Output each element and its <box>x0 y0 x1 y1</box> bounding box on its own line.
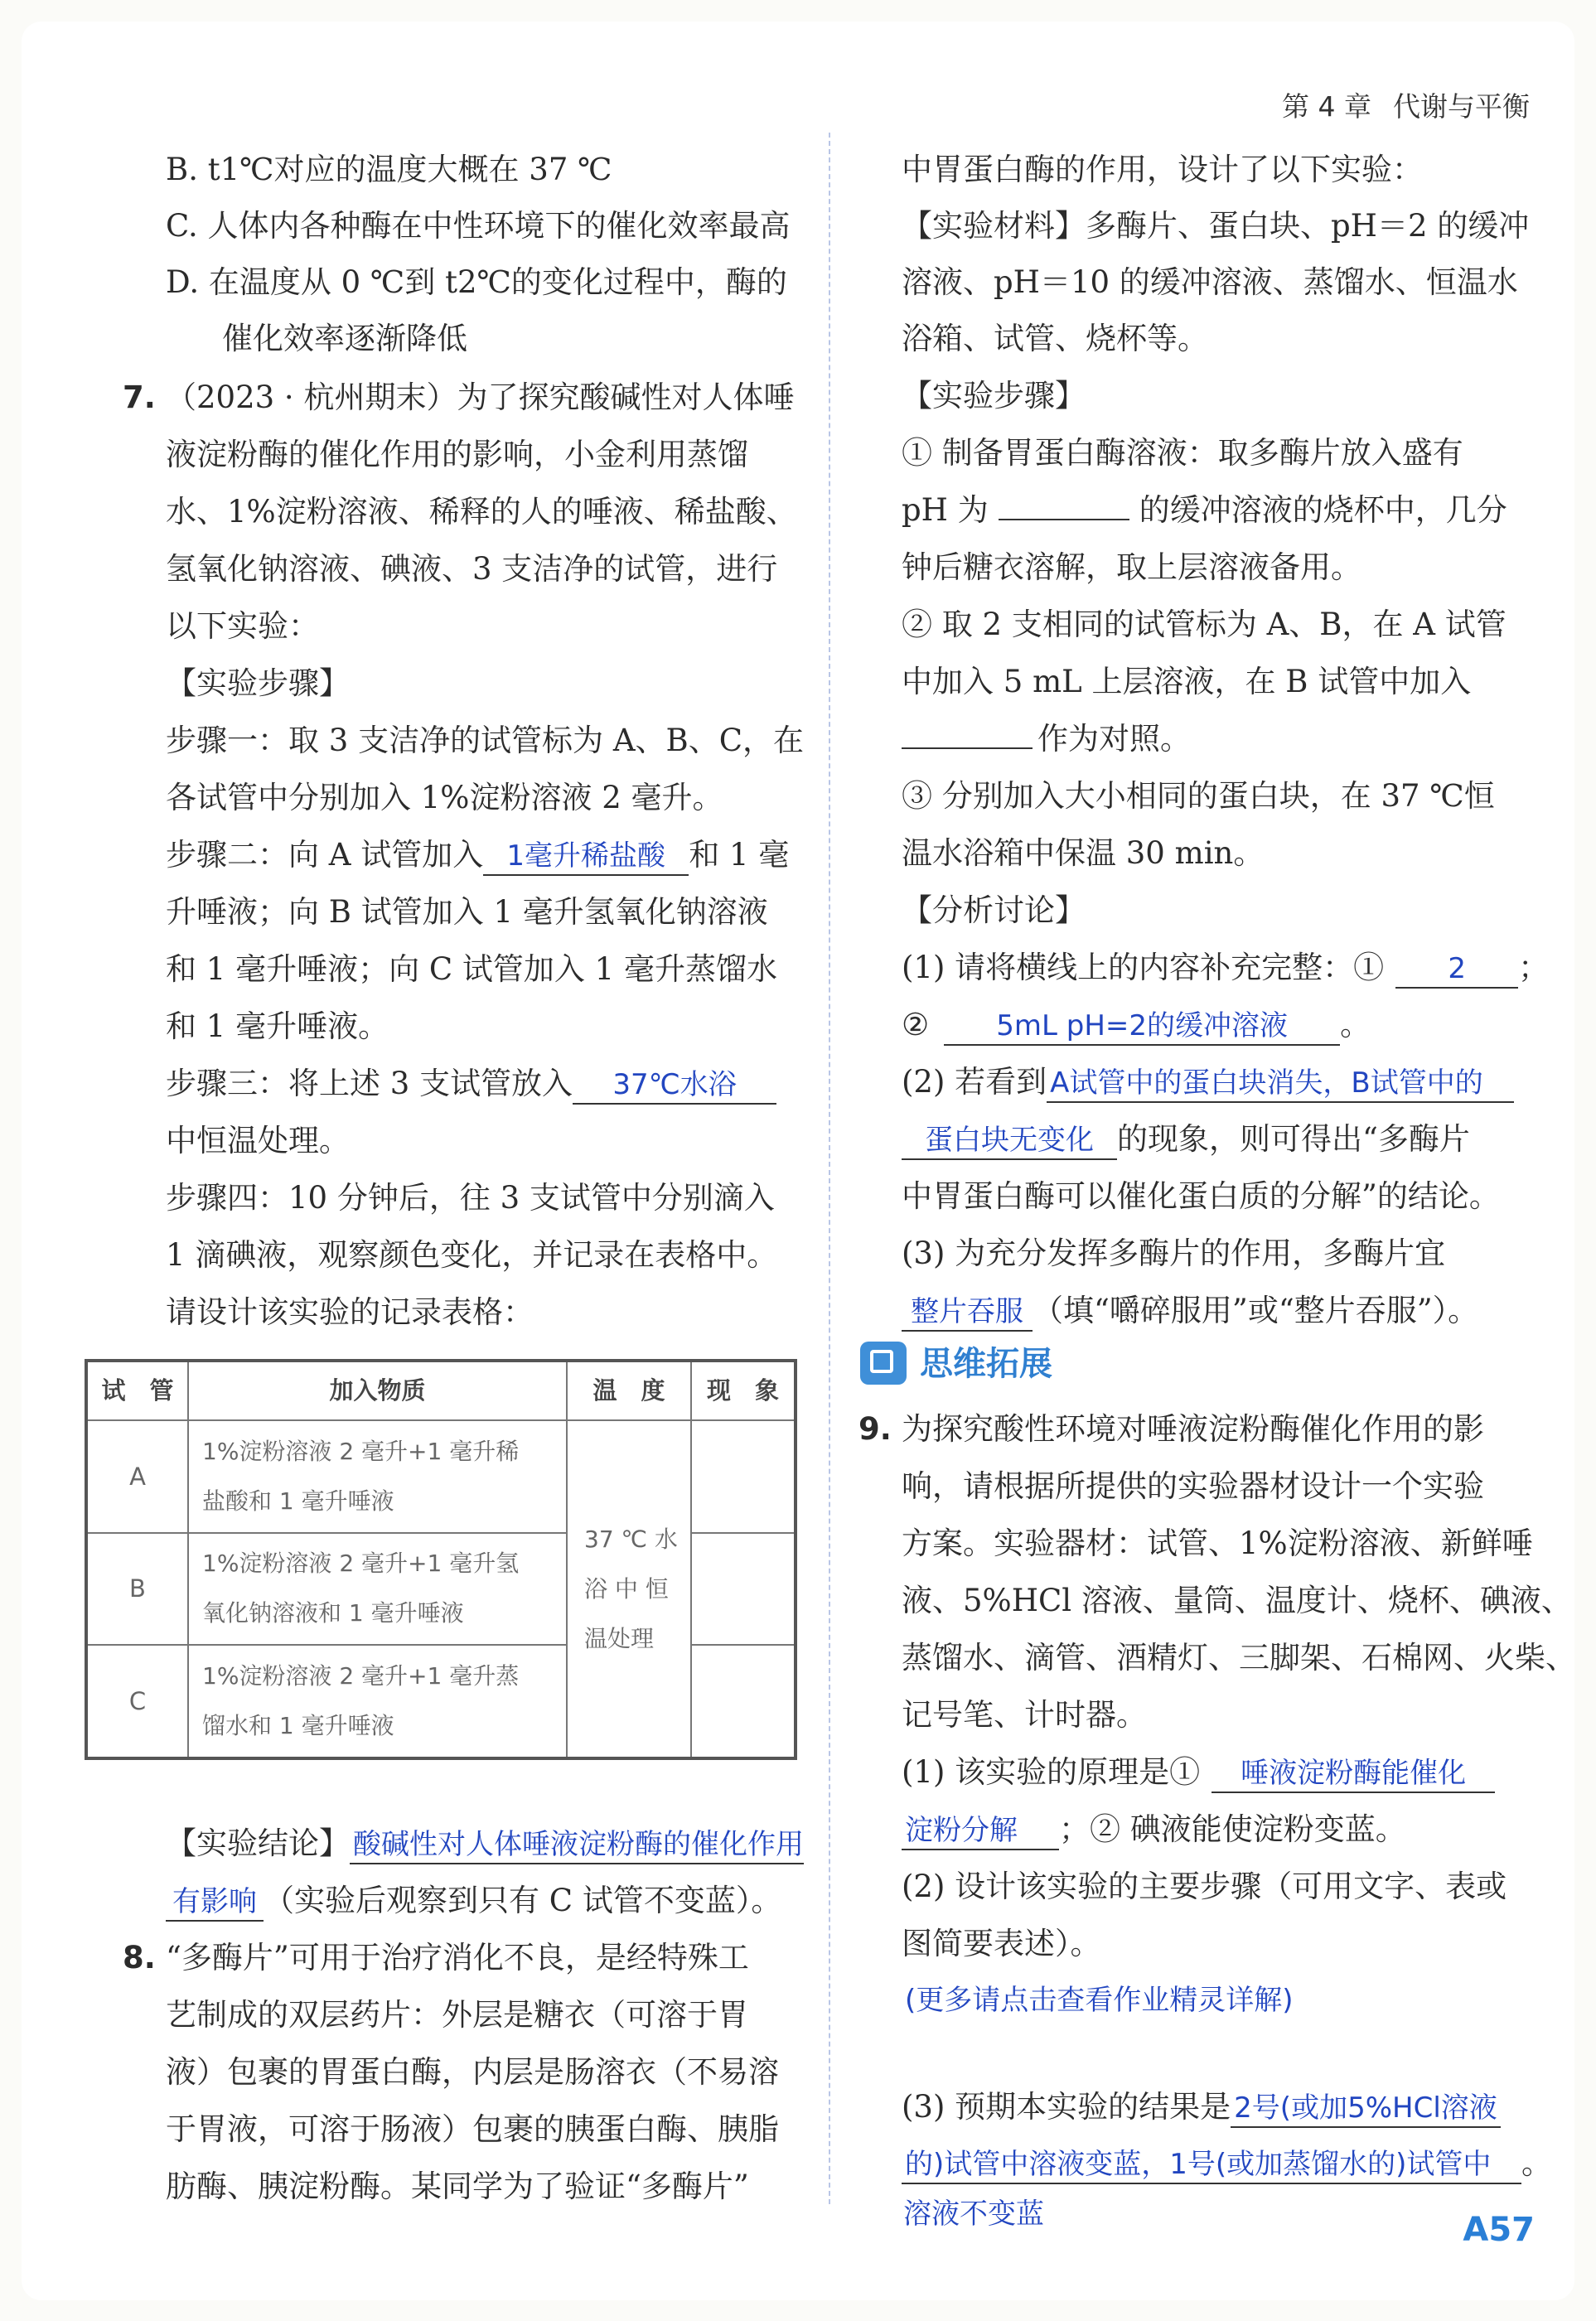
chapter-title: 代谢与平衡 <box>1393 90 1530 123</box>
q8-analysis-2-answer-cont: 蛋白块无变化 <box>925 1124 1094 1157</box>
q7-text: 液淀粉酶的催化作用的影响，小金利用蒸馏 <box>166 437 748 472</box>
q8-step3-cont: 温水浴箱中保温 30 min。 <box>902 835 1265 871</box>
q8-analysis-3-blank <box>902 1293 1033 1332</box>
material-line: 盐酸和 1 毫升唾液 <box>202 1487 394 1515</box>
view-more-link[interactable]: (更多请点击查看作业精灵详解) <box>905 1984 1294 2017</box>
q7-conclusion-answer: 酸碱性对人体唾液淀粉酶的催化作用 <box>353 1828 804 1861</box>
q9-part2: (2) 设计该实验的主要步骤（可用文字、表或 <box>902 1869 1507 1904</box>
material-line: 1%淀粉溶液 2 毫升+1 毫升氢 <box>202 1550 520 1578</box>
q8-analysis-3-text-end: （填“嚼碎服用”或“整片吞服”）。 <box>1033 1293 1479 1328</box>
q7-text: （2023 · 杭州期末）为了探究酸碱性对人体唾 <box>166 380 795 415</box>
q9-part1-answer: 唾液淀粉酶能催化 <box>1241 1757 1467 1790</box>
material-line: 1%淀粉溶液 2 毫升+1 毫升稀 <box>202 1437 520 1465</box>
q8-analysis-2 <box>902 1053 1514 1110</box>
q9-text: 记号笔、计时器。 <box>902 1697 1147 1733</box>
q7-design-prompt: 请设计该实验的记录表格： <box>166 1294 534 1330</box>
q9-part3-answer-cont: 的)试管中溶液变蓝，1号(或加蒸馏水的)试管中 <box>905 2148 1492 2181</box>
q7-step4: 步骤四：10 分钟后，往 3 支试管中分别滴入 <box>166 1180 775 1216</box>
q9-text: 为探究酸性环境对唾液淀粉酶催化作用的影 <box>902 1411 1484 1447</box>
q8-analysis-2-blank <box>1047 1064 1514 1103</box>
q9-part3-punct: 。 <box>1521 2145 1552 2181</box>
q7-step1-cont: 各试管中分别加入 1%淀粉溶液 2 毫升。 <box>166 780 723 815</box>
q7-step2-cont: 和 1 毫升唾液。 <box>166 1008 389 1044</box>
q9-part3-text: (3) 预期本实验的结果是 <box>902 2089 1231 2125</box>
q7-text: 以下实验： <box>166 608 319 644</box>
q8-step2-text-end: 作为对照。 <box>1037 721 1191 757</box>
q8-step3: ③ 分别加入大小相同的蛋白块，在 37 ℃恒 <box>902 778 1495 814</box>
chapter-number: 第 4 章 <box>1282 90 1371 123</box>
page-number: A57 <box>1463 2211 1535 2249</box>
q7-step3-answer: 37℃水浴 <box>612 1068 737 1101</box>
q9-part2-cont: 图简要表述）。 <box>902 1926 1101 1961</box>
q9-part1-blank <box>902 1811 1059 1850</box>
q8-analysis-2-answer: A试管中的蛋白块消失，B试管中的 <box>1050 1066 1483 1100</box>
q7-step2-text: 步骤二：向 A 试管加入 <box>166 837 484 873</box>
q9-part3-answer: 2号(或加5%HCl溶液 <box>1234 2091 1497 2125</box>
table-header-cell: 试 管 <box>86 1361 188 1420</box>
section-thinking-extension <box>860 1340 1059 1388</box>
q6-option-d: D. 在温度从 0 ℃到 t2℃的变化过程中，酶的 <box>166 264 787 300</box>
q8-analysis-1-text: (1) 请将横线上的内容补充完整：① <box>902 950 1385 985</box>
q8-analysis-1-punct: ； <box>1518 950 1550 985</box>
q8-step2: ② 取 2 支相同的试管标为 A、B，在 A 试管 <box>902 607 1507 642</box>
temperature-line: 37 ℃ 水 <box>584 1525 678 1553</box>
q9-part1-cont <box>902 1801 1406 1858</box>
q8-analysis-1b-text: ② <box>902 1007 930 1042</box>
q8-step1-cont <box>902 481 1507 539</box>
q8-analysis-1b-answer: 5mL pH=2的缓冲溶液 <box>996 1009 1289 1042</box>
q9-part3-blank <box>902 2145 1521 2184</box>
q7-step3-text: 步骤三：将上述 3 支试管放入 <box>166 1066 573 1101</box>
q8-text: 肪酶、胰淀粉酶。某同学为了验证“多酶片” <box>166 2169 749 2204</box>
q8-step1-blank <box>999 519 1129 520</box>
q7-number: 7. <box>123 380 156 415</box>
q8-analysis-heading: 【分析讨论】 <box>902 892 1086 928</box>
q9-part1 <box>902 1743 1495 1801</box>
q8-analysis-3-cont <box>902 1282 1478 1339</box>
q7-conclusion-label: 【实验结论】 <box>166 1825 350 1861</box>
material-line: 氧化钠溶液和 1 毫升唾液 <box>202 1599 464 1627</box>
temperature-line: 温处理 <box>584 1624 655 1652</box>
q7-step2-cont: 升唾液；向 B 试管加入 1 毫升氢氧化钠溶液 <box>166 894 768 930</box>
q9-part3-answer-end: 溶液不变蓝 <box>903 2198 1044 2231</box>
q8-text: 液）包裹的胃蛋白酶，内层是肠溶衣（不易溶 <box>166 2054 779 2090</box>
q9-part3 <box>902 2078 1501 2135</box>
q8-number: 8. <box>123 1940 156 1975</box>
q7-step2-cont: 和 1 毫升唾液；向 C 试管加入 1 毫升蒸馏水 <box>166 951 777 987</box>
temperature-line: 浴 中 恒 <box>584 1574 669 1603</box>
q8-materials: 【实验材料】多酶片、蛋白块、pH＝2 的缓冲 <box>902 208 1530 244</box>
q7-step4-cont: 1 滴碘液，观察颜色变化，并记录在表格中。 <box>166 1237 778 1273</box>
q7-step1: 步骤一：取 3 支洁净的试管标为 A、B、C，在 <box>166 723 805 758</box>
q8-analysis-3: (3) 为充分发挥多酶片的作用，多酶片宜 <box>902 1235 1446 1271</box>
q7-step3-cont: 中恒温处理。 <box>166 1123 350 1158</box>
material-line: 1%淀粉溶液 2 毫升+1 毫升蒸 <box>202 1662 520 1690</box>
q8-step1-text-end: 的缓冲溶液的烧杯中，几分 <box>1139 492 1507 528</box>
table-cell-tube: B <box>86 1533 188 1646</box>
q8-materials-cont: 浴箱、试管、烧杯等。 <box>902 321 1208 356</box>
q8-text-cont: 中胃蛋白酶的作用，设计了以下实验： <box>902 152 1423 187</box>
q7-step2-answer: 1毫升稀盐酸 <box>506 839 666 873</box>
q8-step2-blank <box>902 747 1033 749</box>
q9-text: 方案。实验器材：试管、1%淀粉溶液、新鲜唾 <box>902 1526 1533 1561</box>
q7-conclusion-note: （实验后观察到只有 C 试管不变蓝）。 <box>264 1883 782 1918</box>
q8-analysis-1 <box>902 939 1549 996</box>
table-header-cell: 现 象 <box>691 1361 796 1420</box>
q8-analysis-1-answer: 2 <box>1448 952 1466 985</box>
table-header-cell: 温 度 <box>567 1361 691 1420</box>
q8-analysis-2-blank <box>902 1121 1117 1160</box>
q9-text: 蒸馏水、滴管、酒精灯、三脚架、石棉网、火柴、 <box>902 1640 1576 1675</box>
q6-option-c: C. 人体内各种酶在中性环境下的催化效率最高 <box>166 208 791 244</box>
q7-text: 氢氧化钠溶液、碘液、3 支洁净的试管，进行 <box>166 551 778 587</box>
q8-step1: ① 制备胃蛋白酶溶液：取多酶片放入盛有 <box>902 435 1463 471</box>
q7-steps-heading: 【实验步骤】 <box>166 665 350 701</box>
q7-text: 水、1%淀粉溶液、稀释的人的唾液、稀盐酸、 <box>166 494 797 529</box>
q8-analysis-1-blank <box>1395 950 1518 989</box>
q8-steps-heading: 【实验步骤】 <box>902 378 1086 413</box>
q8-step1-cont: 钟后糖衣溶解，取上层溶液备用。 <box>902 549 1361 585</box>
q8-step2-cont: 中加入 5 mL 上层溶液，在 B 试管中加入 <box>902 664 1472 699</box>
material-line: 馏水和 1 毫升唾液 <box>202 1712 394 1740</box>
edit-note-icon <box>860 1342 907 1385</box>
q7-step2-text-end: 和 1 毫 <box>689 837 790 873</box>
q9-part1-text-end: ；② 碘液能使淀粉变蓝。 <box>1059 1811 1406 1847</box>
q8-text: 于胃液，可溶于肠液）包裹的胰蛋白酶、胰脂 <box>166 2111 779 2147</box>
q8-analysis-2-text: (2) 若看到 <box>902 1064 1047 1100</box>
q8-step2-cont <box>902 710 1191 767</box>
q8-step1-text: pH 为 <box>902 492 989 528</box>
q9-part1-text: (1) 该实验的原理是① <box>902 1754 1201 1790</box>
q8-analysis-2-cont: 中胃蛋白酶可以催化蛋白质的分解”的结论。 <box>902 1178 1500 1214</box>
q8-text: 艺制成的双层药片：外层是糖衣（可溶于胃 <box>166 1997 748 2033</box>
q7-conclusion-answer-cont: 有影响 <box>172 1885 257 1918</box>
q8-text: “多酶片”可用于治疗消化不良，是经特殊工 <box>166 1940 749 1975</box>
q6-option-d-cont: 催化效率逐渐降低 <box>222 321 467 356</box>
q9-part1-answer-cont: 淀粉分解 <box>905 1814 1018 1847</box>
q9-part1-blank <box>1212 1754 1495 1793</box>
table-header-cell: 加入物质 <box>188 1361 567 1420</box>
q9-part3-blank <box>1231 2089 1501 2128</box>
q9-part3-cont <box>902 2135 1552 2192</box>
q8-analysis-3-answer: 整片吞服 <box>911 1295 1023 1328</box>
q8-analysis-2-text-end: 的现象，则可得出“多酶片 <box>1117 1121 1470 1157</box>
q8-analysis-1b-punct: 。 <box>1340 1007 1371 1042</box>
section-title: 思维拓展 <box>920 1345 1052 1383</box>
table-cell-tube: A <box>86 1420 188 1533</box>
q8-materials-cont: 溶液、pH＝10 的缓冲溶液、蒸馏水、恒温水 <box>902 264 1518 300</box>
q9-number: 9. <box>858 1411 892 1447</box>
q8-analysis-1b-blank <box>944 1007 1340 1046</box>
q9-text: 液、5%HCl 溶液、量筒、温度计、烧杯、碘液、 <box>902 1583 1572 1618</box>
q8-analysis-1b <box>902 996 1371 1053</box>
q6-option-b: B. t1℃对应的温度大概在 37 ℃ <box>166 152 612 187</box>
q9-text: 响，请根据所提供的实验器材设计一个实验 <box>902 1468 1484 1504</box>
table-cell-tube: C <box>86 1645 188 1758</box>
q8-analysis-2-cont <box>902 1110 1470 1168</box>
